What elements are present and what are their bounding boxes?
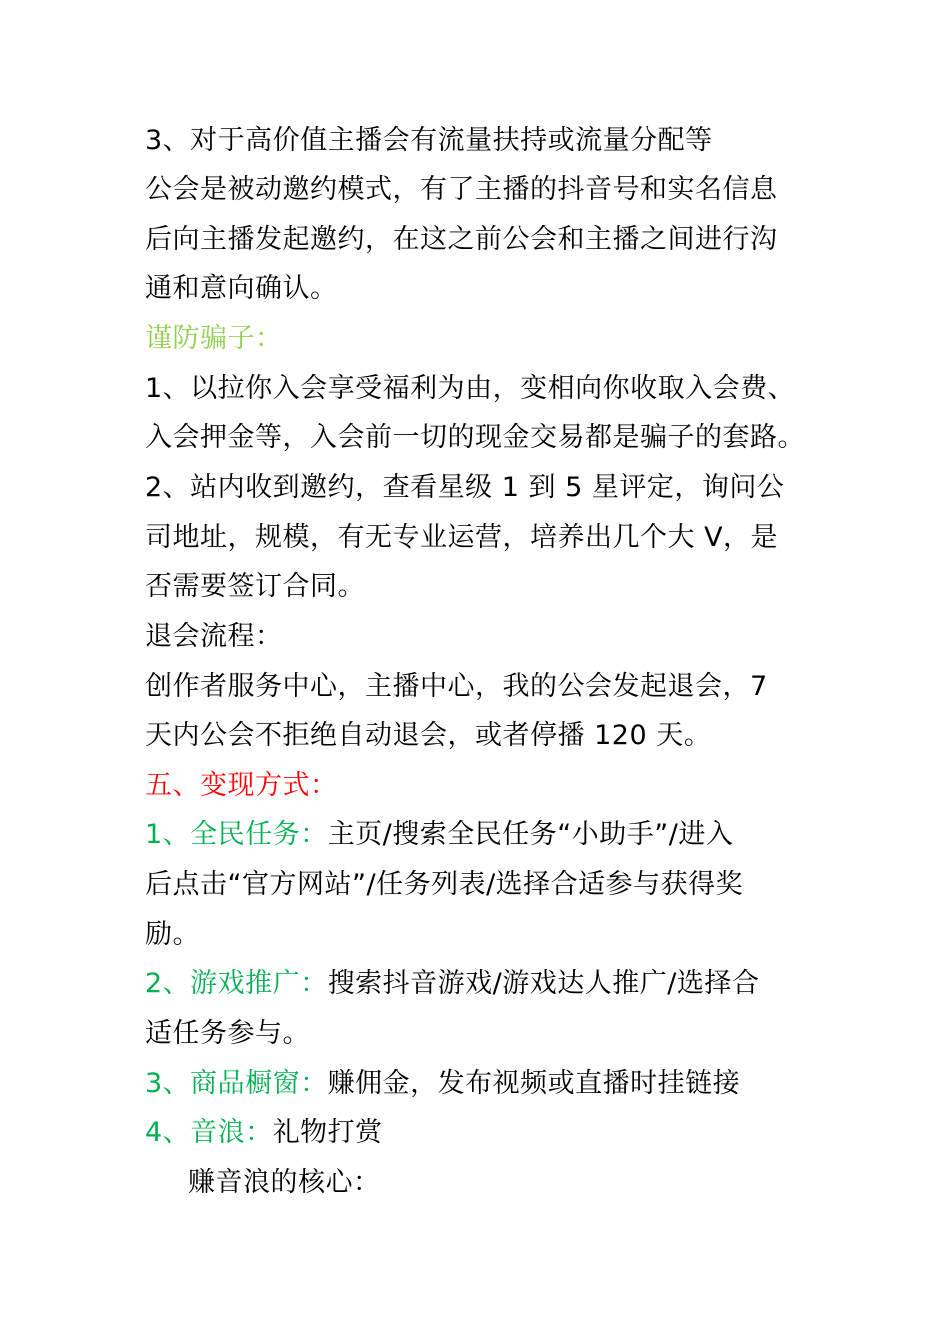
monetization-item-2-text: 搜索抖音游戏/游戏达人推广/选择合 [327, 968, 760, 999]
monetization-item-4-label: 4、音浪： [145, 1117, 273, 1148]
monetization-item-4-line-1 [145, 1116, 845, 1150]
scam-item-2-line-2: 司地址，规模，有无专业运营，培养出几个大 V，是 [145, 522, 779, 553]
monetization-heading: 五、变现方式： [145, 770, 338, 801]
monetization-item-1-line-2: 后点击“官方网站”/任务列表/选择合适参与获得奖 [145, 869, 744, 900]
sound-wave-core-heading: 赚音浪的核心： [188, 1167, 381, 1198]
monetization-item-2-line-1 [145, 967, 845, 1001]
paragraph-invite-line-2: 后向主播发起邀约，在这之前公会和主播之间进行沟 [145, 224, 778, 255]
exit-process-line-2: 天内公会不拒绝自动退会，或者停播 120 天。 [145, 720, 712, 751]
scam-item-2-line-1: 2、站内收到邀约，查看星级 1 到 5 星评定，询问公 [145, 472, 785, 503]
scam-item-1-line-2: 入会押金等，入会前一切的现金交易都是骗子的套路。 [145, 422, 805, 453]
monetization-item-4-text: 礼物打赏 [272, 1117, 383, 1148]
paragraph-invite-line-3: 通和意向确认。 [145, 273, 338, 304]
monetization-item-3-label: 3、商品橱窗： [145, 1068, 328, 1099]
exit-process-line-1: 创作者服务中心，主播中心，我的公会发起退会，7 [145, 671, 768, 702]
paragraph-invite-line-1: 公会是被动邀约模式，有了主播的抖音号和实名信息 [145, 174, 778, 205]
monetization-item-2-line-2: 适任务参与。 [145, 1018, 310, 1049]
monetization-item-1-label: 1、全民任务： [145, 819, 328, 850]
monetization-item-1-line-3: 励。 [145, 919, 200, 950]
exit-process-heading: 退会流程： [145, 621, 283, 652]
monetization-item-3-line-1 [145, 1067, 845, 1101]
paragraph-traffic-support: 3、对于高价值主播会有流量扶持或流量分配等 [145, 125, 713, 156]
monetization-item-3-text: 赚佣金，发布视频或直播时挂链接 [327, 1068, 741, 1099]
scam-warning-heading: 谨防骗子： [145, 323, 283, 354]
scam-item-2-line-3: 否需要签订合同。 [145, 571, 365, 602]
monetization-item-1-line-1 [145, 818, 845, 852]
monetization-item-2-label: 2、游戏推广： [145, 968, 328, 999]
scam-item-1-line-1: 1、以拉你入会享受福利为由，变相向你收取入会费、 [145, 373, 796, 404]
monetization-item-1-text: 主页/搜索全民任务“小助手”/进入 [327, 819, 734, 850]
